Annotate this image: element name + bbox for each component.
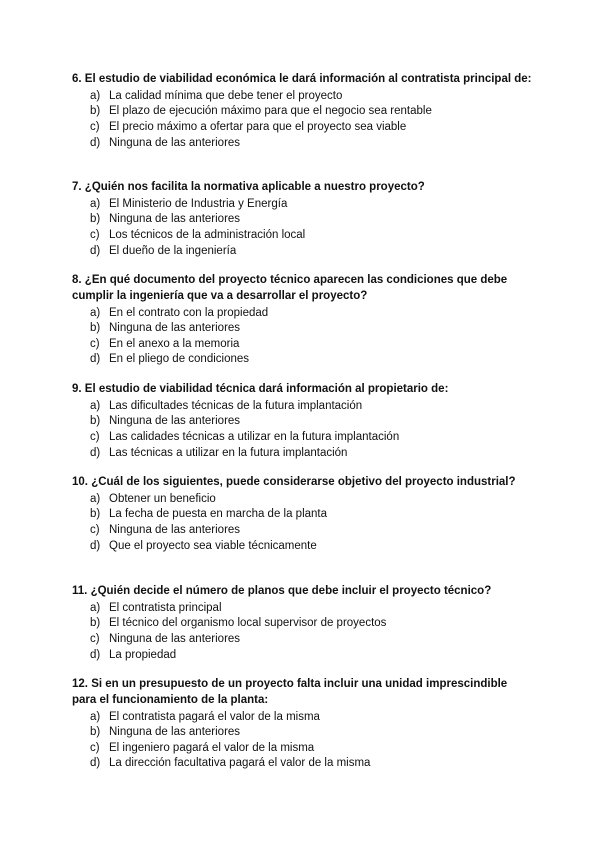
option-list [72,601,532,663]
question-text [72,72,532,88]
question-text [72,273,532,305]
question-text [72,180,532,196]
question-number: 12. [72,678,88,690]
option-a [72,601,532,617]
option-text: En el anexo a la memoria [109,337,240,350]
option-letter: b) [90,726,101,739]
option-text: La fecha de puesta en marcha de la planta [109,508,328,521]
option-list [72,306,532,368]
option-letter: d) [90,539,101,552]
question-number: 6. [72,73,82,85]
option-text: La dirección facultativa pagará el valor de la misma [109,757,371,770]
question-11 [72,584,532,663]
option-letter: d) [90,353,101,366]
option-b [72,414,532,430]
question-body: ¿Cuál de los siguientes, puede considerarse objetivo del proyecto industrial? [91,476,516,488]
option-text: El técnico del organismo local supervisor de proyectos [109,617,387,630]
question-body: El estudio de viabilidad técnica dará información al propietario de: [84,383,449,395]
option-letter: a) [90,601,101,614]
option-b [72,507,532,523]
question-10 [72,475,532,554]
option-text: El contratista pagará el valor de la misma [109,710,320,723]
option-text: Los técnicos de la administración local [109,228,306,241]
option-text: Ninguna de las anteriores [109,523,241,536]
option-text: Las calidades técnicas a utilizar en la futura implantación [109,430,400,443]
option-a [72,710,532,726]
option-d [72,244,532,260]
option-b [72,104,532,120]
option-letter: c) [90,228,100,241]
option-letter: b) [90,105,101,118]
question-body: ¿Quién nos facilita la normativa aplicable a nuestro proyecto? [84,181,425,193]
option-a [72,197,532,213]
question-number: 10. [72,476,88,488]
option-c [72,523,532,539]
option-letter: a) [90,306,101,319]
option-text: El Ministerio de Industria y Energía [109,197,288,210]
question-12 [72,677,532,772]
question-body: ¿Quién decide el número de planos que debe incluir el proyecto técnico? [90,585,492,597]
option-text: Ninguna de las anteriores [109,726,241,739]
option-letter: c) [90,337,100,350]
option-list [72,710,532,772]
question-text [72,677,532,709]
option-text: La calidad mínima que debe tener el proyecto [109,89,343,102]
option-c [72,228,532,244]
question-text [72,584,532,600]
option-letter: a) [90,492,101,505]
option-a [72,306,532,322]
option-d [72,756,532,772]
question-text [72,475,532,491]
question-body: Si en un presupuesto de un proyecto falta incluir una unidad imprescindible para el funcionamiento de la planta: [72,678,508,706]
option-d [72,539,532,555]
option-b [72,616,532,632]
option-text: Ninguna de las anteriores [109,322,241,335]
option-b [72,321,532,337]
question-number: 9. [72,383,82,395]
option-text: En el pliego de condiciones [109,353,250,366]
option-letter: a) [90,197,101,210]
option-letter: c) [90,523,100,536]
option-text: Obtener un beneficio [109,492,216,505]
option-letter: d) [90,244,101,257]
option-text: Ninguna de las anteriores [109,213,241,226]
option-text: Las técnicas a utilizar en la futura implantación [109,446,348,459]
option-text: Ninguna de las anteriores [109,632,241,645]
option-letter: b) [90,322,101,335]
question-8 [72,273,532,368]
option-text: Ninguna de las anteriores [109,136,241,149]
option-c [72,120,532,136]
option-letter: b) [90,415,101,428]
option-a [72,492,532,508]
option-d [72,136,532,152]
option-letter: a) [90,89,101,102]
option-text: El contratista principal [109,601,222,614]
option-letter: d) [90,757,101,770]
option-text: Que el proyecto sea viable técnicamente [109,539,317,552]
option-letter: d) [90,648,101,661]
option-text: Ninguna de las anteriores [109,415,241,428]
question-text [72,382,532,398]
option-letter: a) [90,399,101,412]
option-text: El precio máximo a ofertar para que el proyecto sea viable [109,120,407,133]
option-letter: b) [90,617,101,630]
option-list [72,492,532,554]
option-list [72,399,532,461]
question-body: ¿En qué documento del proyecto técnico aparecen las condiciones que debe cumplir la ingeniería que va a desarrollar el proyecto? [72,274,508,302]
option-letter: c) [90,741,100,754]
option-letter: c) [90,120,100,133]
option-letter: d) [90,136,101,149]
question-7 [72,180,532,259]
question-body: El estudio de viabilidad económica le dará información al contratista principal de: [84,73,532,85]
option-d [72,446,532,462]
option-text: El plazo de ejecución máximo para que el negocio sea rentable [109,105,432,118]
option-letter: b) [90,508,101,521]
option-d [72,352,532,368]
option-text: La propiedad [109,648,177,661]
option-d [72,648,532,664]
question-6 [72,72,532,151]
option-c [72,430,532,446]
option-b [72,212,532,228]
question-9 [72,382,532,461]
option-letter: a) [90,710,101,723]
option-c [72,337,532,353]
option-letter: c) [90,632,100,645]
option-letter: d) [90,446,101,459]
option-b [72,725,532,741]
question-number: 11. [72,585,88,597]
question-number: 7. [72,181,82,193]
option-letter: c) [90,430,100,443]
option-a [72,399,532,415]
option-c [72,741,532,757]
option-c [72,632,532,648]
option-text: El ingeniero pagará el valor de la misma [109,741,315,754]
option-letter: b) [90,213,101,226]
option-text: El dueño de la ingeniería [109,244,237,257]
option-text: Las dificultades técnicas de la futura implantación [109,399,363,412]
question-number: 8. [72,274,82,286]
option-a [72,89,532,105]
option-list [72,197,532,259]
option-text: En el contrato con la propiedad [109,306,269,319]
option-list [72,89,532,151]
